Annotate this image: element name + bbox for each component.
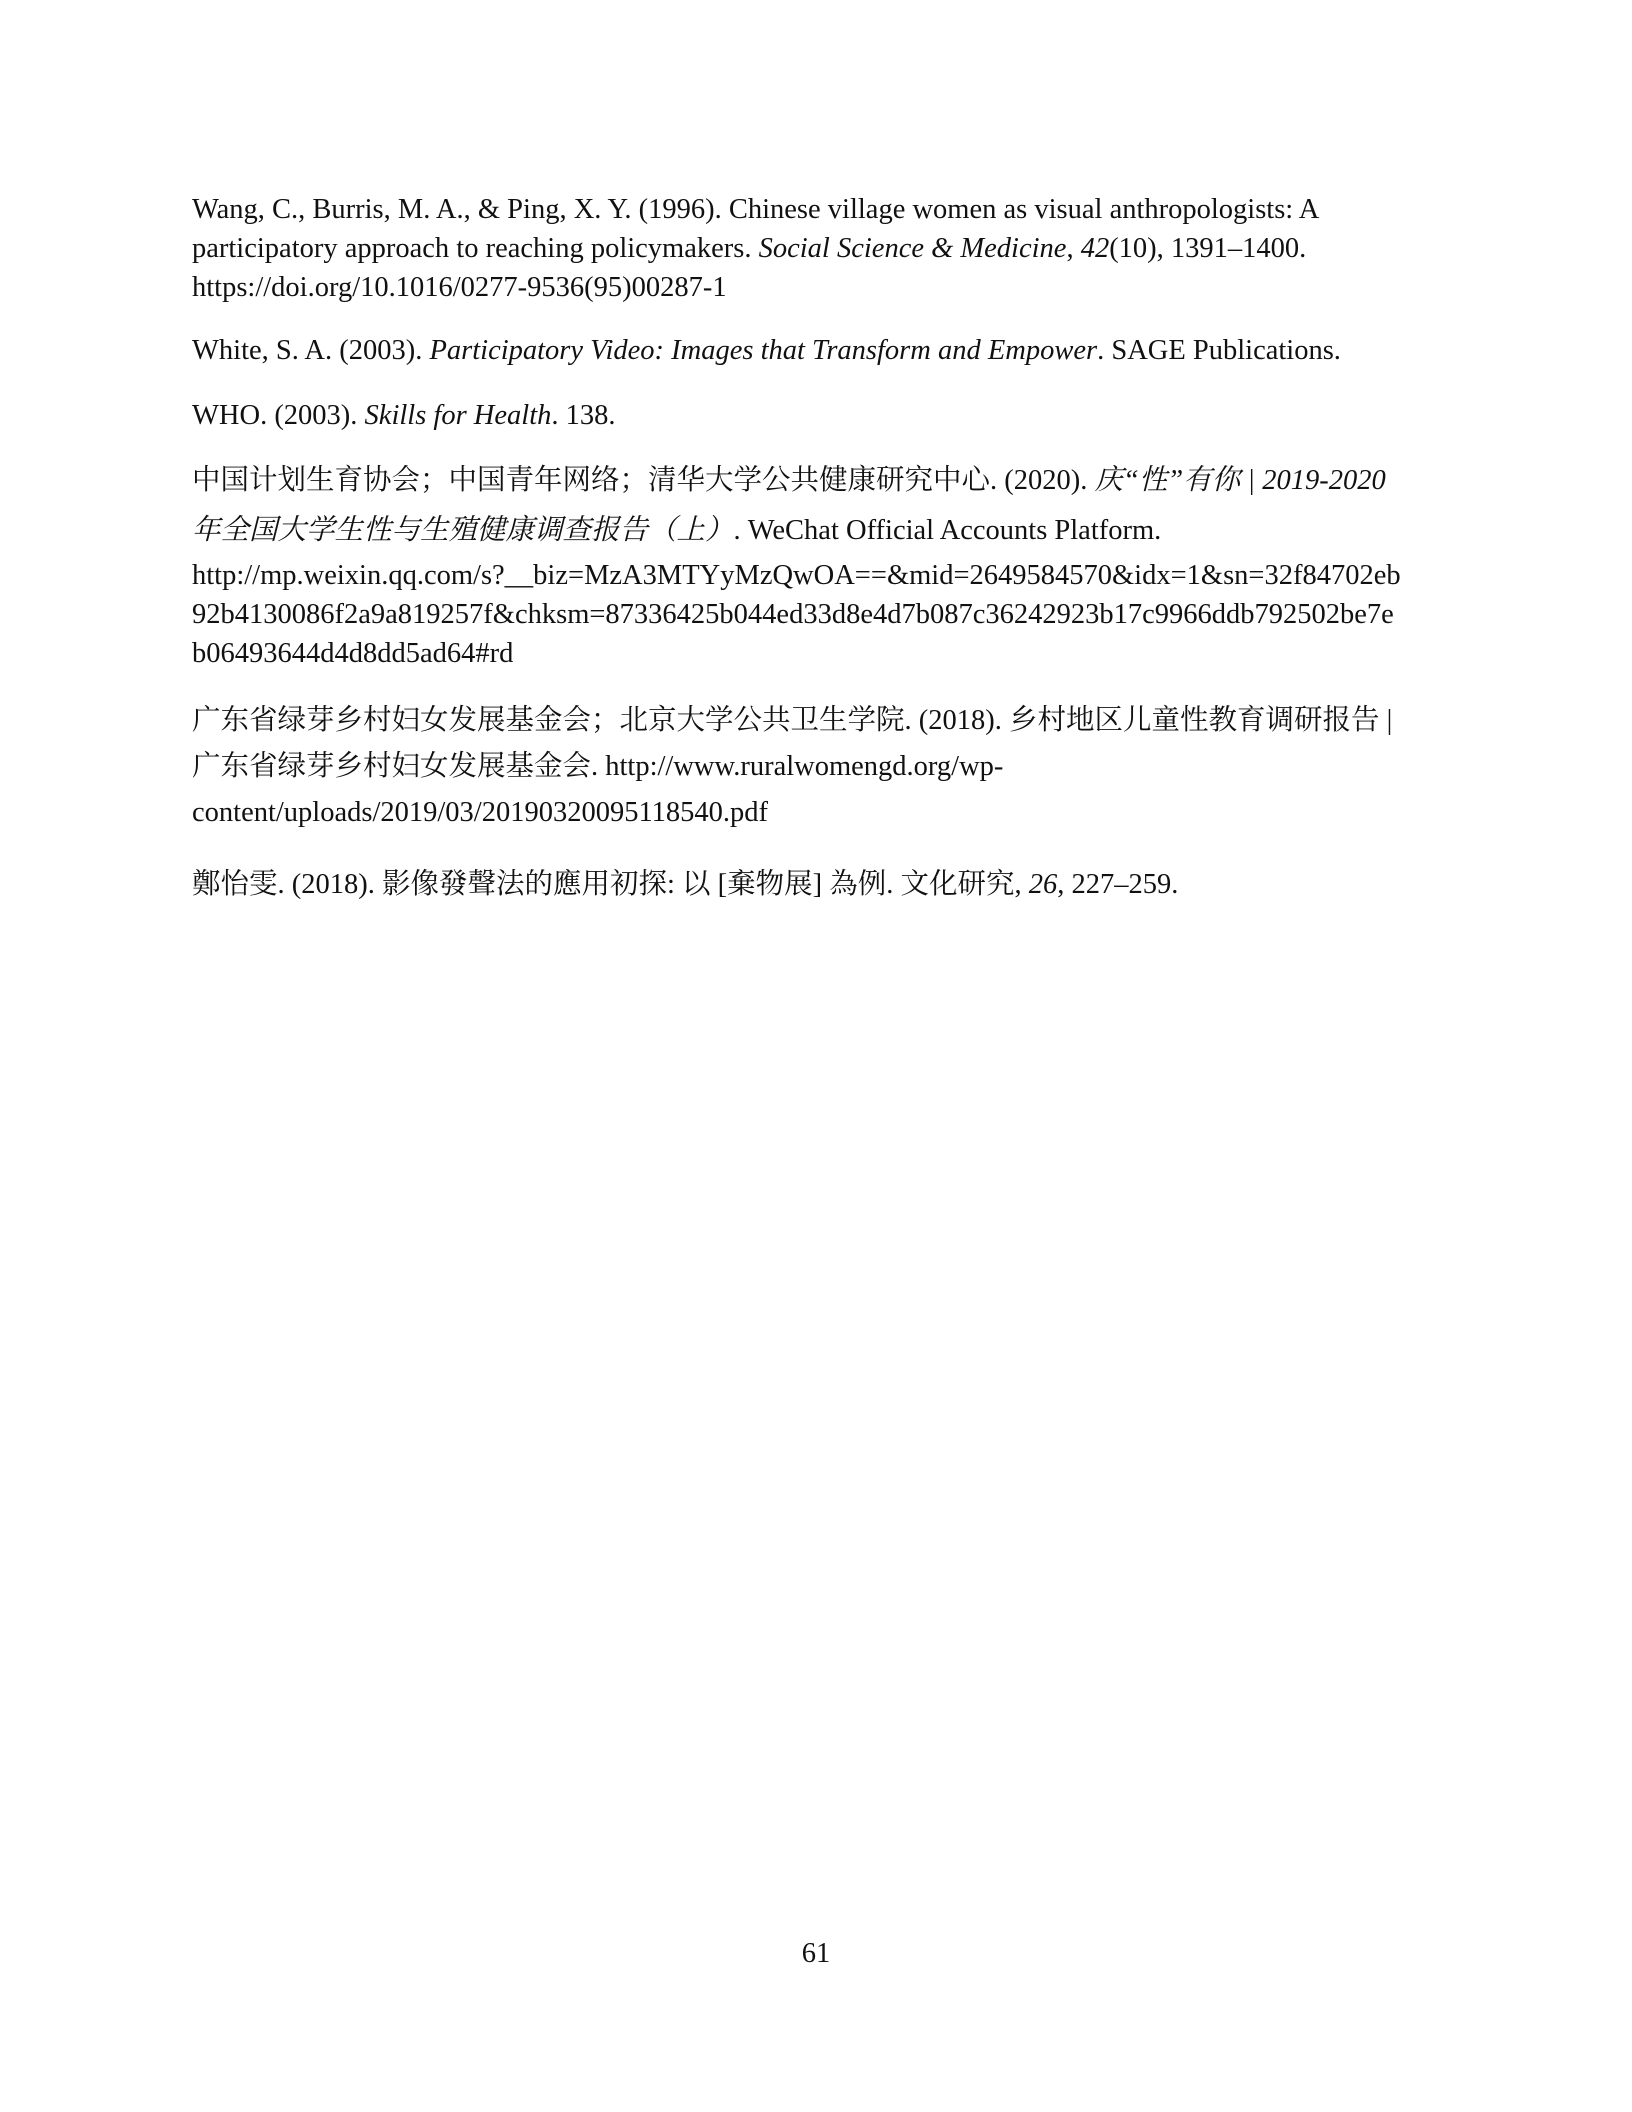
reference-text: , [1066, 233, 1081, 264]
page-number: 61 [801, 1938, 831, 1969]
reference-text: 中国计划生育协会；中国青年网络；清华大学公共健康研究中心. (2020). [192, 465, 1095, 496]
reference-text: https://doi.org/10.1016/0277-9536(95)00287-1 [192, 272, 727, 303]
reference-entry-white-2003 [192, 331, 1442, 370]
reference-line [192, 744, 1442, 790]
italic-text: 42 [1080, 233, 1110, 264]
reference-line [192, 229, 1442, 268]
reference-text: . WeChat Official Accounts Platform. [733, 515, 1162, 546]
reference-text: WHO. (2003). [192, 400, 365, 431]
reference-text: . SAGE Publications. [1097, 335, 1341, 366]
reference-entry-zheng-2018 [192, 865, 1442, 904]
italic-text: 庆“性”有你 | 2019-2020 [1094, 465, 1386, 496]
reference-text: , 227–259. [1057, 869, 1179, 900]
reference-text: content/uploads/2019/03/20190320095118540.pdf [192, 797, 769, 828]
italic-text: Participatory Video: Images that Transform and Empower [429, 335, 1098, 366]
reference-text: participatory approach to reaching policymakers. [192, 233, 759, 264]
reference-line [192, 268, 1442, 307]
reference-entry-who-2003 [192, 396, 1442, 435]
reference-text: b06493644d4d8dd5ad64#rd [192, 638, 514, 669]
reference-entry-china-family-planning-2020 [192, 456, 1442, 673]
reference-line [192, 456, 1442, 506]
reference-line [192, 790, 1442, 836]
reference-entry-wang-1996 [192, 190, 1442, 307]
reference-text: 鄭怡雯. (2018). 影像發聲法的應用初探: 以 [棄物展] 為例. 文化研究, [192, 869, 1029, 900]
reference-text: 92b4130086f2a9a819257f&chksm=87336425b044ed33d8e4d7b087c36242923b17c9966ddb792502be7e [192, 599, 1394, 630]
reference-text: Wang, C., Burris, M. A., & Ping, X. Y. (1996). Chinese village women as visual anthropologists: A [192, 194, 1320, 225]
reference-text: http://mp.weixin.qq.com/s?__biz=MzA3MTYyMzQwOA==&mid=2649584570&idx=1&sn=32f84702eb [192, 560, 1401, 591]
italic-text: 26 [1028, 869, 1058, 900]
reference-line [192, 556, 1442, 595]
reference-line [192, 595, 1442, 634]
reference-line [192, 331, 1442, 370]
italic-text: 年全国大学生性与生殖健康调查报告（上） [192, 515, 734, 546]
reference-line [192, 506, 1442, 556]
italic-text: Skills for Health [364, 400, 552, 431]
reference-line [192, 634, 1442, 673]
reference-text: White, S. A. (2003). [192, 335, 430, 366]
reference-line [192, 698, 1442, 744]
reference-text: 广东省绿芽乡村妇女发展基金会. http://www.ruralwomengd.org/wp- [192, 751, 1004, 782]
italic-text: Social Science & Medicine [758, 233, 1067, 264]
reference-line [192, 396, 1442, 435]
reference-entry-guangdong-lvya-2018 [192, 698, 1442, 836]
reference-line [192, 190, 1442, 229]
reference-text: . 138. [551, 400, 616, 431]
reference-text: (10), 1391–1400. [1109, 233, 1307, 264]
reference-text: 广东省绿芽乡村妇女发展基金会；北京大学公共卫生学院. (2018). 乡村地区儿童性教育调研报告 | [192, 705, 1393, 736]
reference-line [192, 865, 1442, 904]
